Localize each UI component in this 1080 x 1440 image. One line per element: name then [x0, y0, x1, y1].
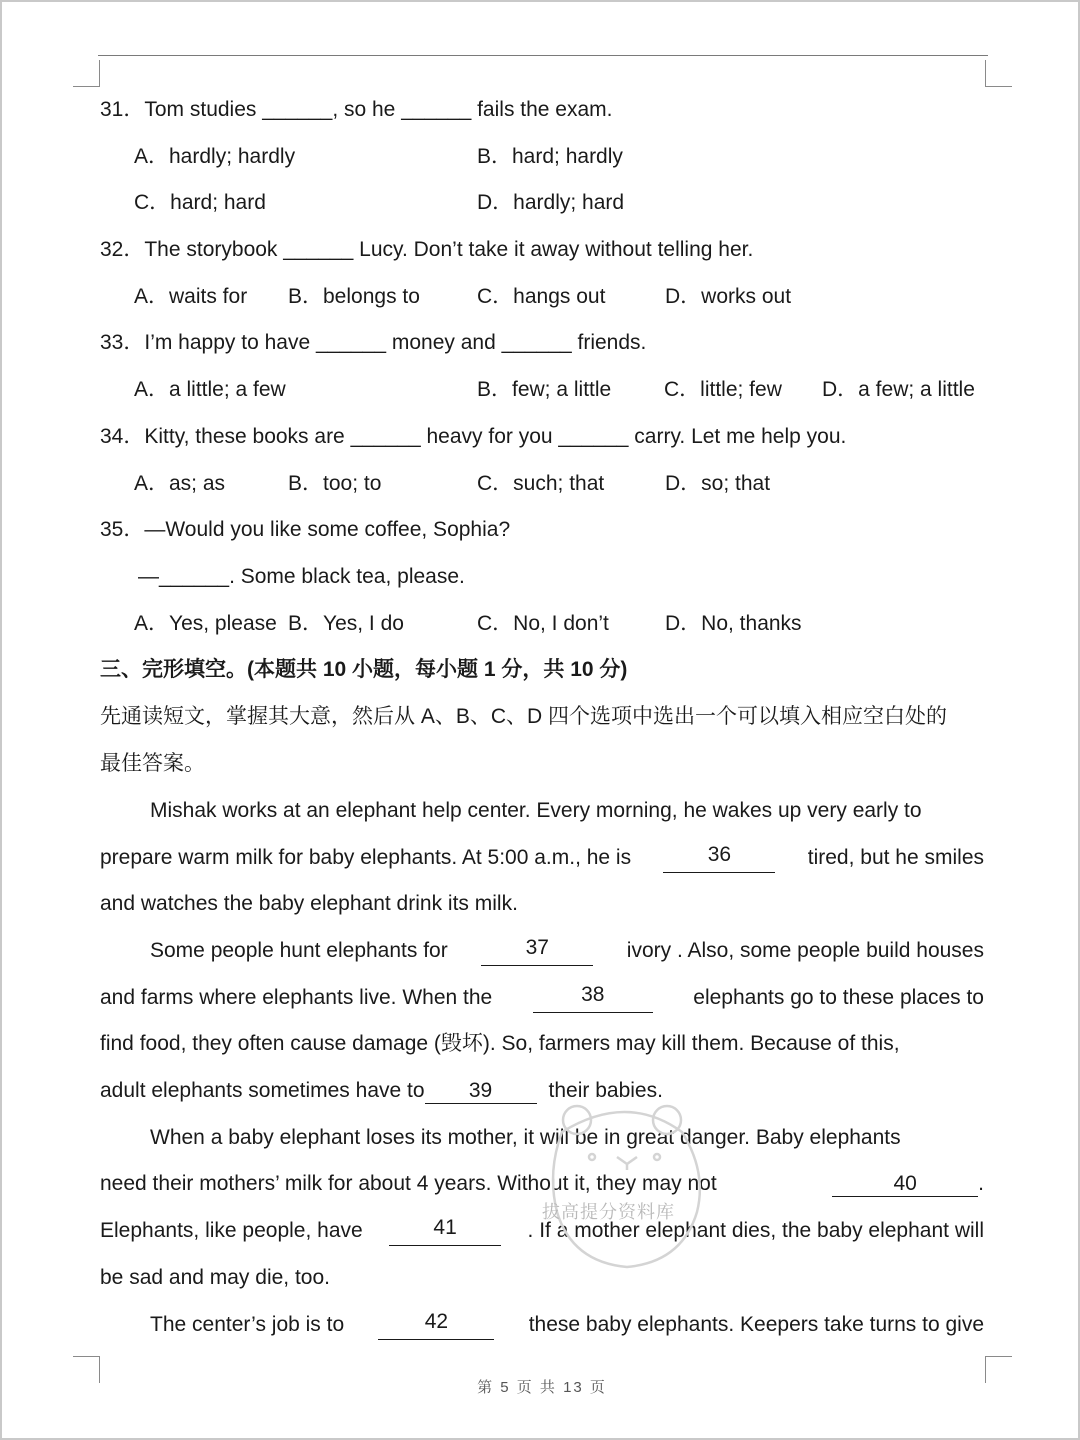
q35-option-a: A．Yes, please	[134, 612, 277, 635]
header-rule	[98, 55, 988, 56]
passage-line	[100, 983, 984, 1013]
passage-text: need their mothers’ milk for about 4 years. Without it, they may not	[100, 1172, 717, 1195]
blank-36: 36	[663, 843, 775, 873]
bear-watermark-icon	[532, 1102, 722, 1272]
q33-option-c: C．little; few	[664, 378, 782, 401]
q31-option-d: D．hardly; hard	[477, 191, 625, 214]
passage-text: prepare warm milk for baby elephants. At 5:00 a.m., he is	[100, 846, 632, 869]
question-stem: ．The storybook ______ Lucy. Don’t take it away without telling her.	[123, 238, 754, 261]
blank-42: 42	[378, 1310, 494, 1340]
q32-option-b: B．belongs to	[288, 285, 420, 308]
passage-text: tired, but he smiles	[807, 846, 984, 869]
q32-option-c: C．hangs out	[477, 285, 606, 308]
passage-text: find food, they often cause damage (毁坏). So, farmers may kill them. Because of this,	[100, 1032, 900, 1055]
passage-text: Mishak works at an elephant help center. Every morning, he wakes up very early to	[150, 799, 922, 822]
q32-option-a: A．waits for	[134, 285, 248, 308]
passage-line	[100, 843, 984, 873]
passage-line	[100, 796, 984, 826]
question-number: 35	[100, 518, 124, 541]
q34-option-b: B．too; to	[288, 472, 382, 495]
q35-reply: —______. Some black tea, please.	[138, 565, 465, 588]
passage-line	[150, 936, 984, 966]
question-number: 32	[100, 238, 124, 261]
passage-text: their babies.	[548, 1079, 663, 1102]
question-31	[100, 95, 613, 125]
question-32	[100, 235, 753, 265]
passage-line: and watches the baby elephant drink its milk.	[100, 892, 518, 915]
q33-option-d: D．a few; a little	[822, 378, 975, 401]
q34-option-a: A．as; as	[134, 472, 226, 495]
q34-option-d: D．so; that	[665, 472, 771, 495]
section-instruction: 先通读短文，掌握其大意，然后从 A、B、C、D 四个选项中选出一个可以填入相应空白处的	[100, 705, 948, 728]
question-number: 31	[100, 98, 124, 121]
question-number: 34	[100, 425, 124, 448]
question-stem: ．I’m happy to have ______ money and ______ friends.	[123, 331, 647, 354]
blank-41: 41	[389, 1216, 501, 1246]
passage-text: and farms where elephants live. When the	[100, 986, 493, 1009]
passage-line	[100, 1029, 984, 1059]
section-instruction-cont: 最佳答案。	[100, 752, 205, 775]
q31-option-a: A．hardly; hardly	[134, 145, 296, 168]
question-35	[100, 515, 510, 545]
q34-option-c: C．such; that	[477, 472, 605, 495]
q33-option-a: A．a little; a few	[134, 378, 286, 401]
question-stem: ．Kitty, these books are ______ heavy for you ______ carry. Let me help you.	[123, 425, 847, 448]
watermark-text: 拔高提分资料库	[542, 1202, 675, 1222]
question-stem: ．—Would you like some coffee, Sophia?	[123, 518, 511, 541]
passage-text: ivory . Also, some people build houses	[626, 939, 984, 962]
passage-text: adult elephants sometimes have to	[100, 1079, 425, 1102]
passage-line: be sad and may die, too.	[100, 1266, 330, 1289]
corner-mark-top-left	[73, 60, 100, 87]
corner-mark-top-right	[985, 60, 1012, 87]
passage-text: . If a mother elephant dies, the baby elephant will	[527, 1219, 984, 1242]
blank-38: 38	[533, 983, 653, 1013]
section-heading: 三、完形填空。(本题共 10 小题，每小题 1 分，共 10 分)	[100, 658, 628, 681]
passage-line	[150, 1310, 984, 1340]
blank-37: 37	[481, 936, 593, 966]
passage-text: The center’s job is to	[150, 1313, 345, 1336]
q35-option-c: C．No, I don’t	[477, 612, 609, 635]
blank-39: 39	[425, 1079, 537, 1104]
question-34	[100, 422, 846, 452]
question-stem: ．Tom studies ______, so he ______ fails the exam.	[123, 98, 613, 121]
passage-text: When a baby elephant loses its mother, it will be in great danger. Baby elephants	[150, 1126, 901, 1149]
passage-text: .	[978, 1172, 984, 1195]
passage-text: these baby elephants. Keepers take turns to give	[528, 1313, 984, 1336]
q31-option-c: C．hard; hard	[134, 191, 266, 214]
passage-text: elephants go to these places to	[693, 986, 984, 1009]
page-footer: 第 5 页 共 13 页	[477, 1379, 607, 1396]
q35-option-b: B．Yes, I do	[288, 612, 404, 635]
blank-40: 40	[832, 1172, 978, 1197]
passage-text: Some people hunt elephants for	[150, 939, 448, 962]
question-33	[100, 328, 646, 358]
q31-option-b: B．hard; hardly	[477, 145, 623, 168]
question-number: 33	[100, 331, 124, 354]
q35-option-d: D．No, thanks	[665, 612, 802, 635]
q32-option-d: D．works out	[665, 285, 792, 308]
passage-text: Elephants, like people, have	[100, 1219, 363, 1242]
q33-option-b: B．few; a little	[477, 378, 612, 401]
